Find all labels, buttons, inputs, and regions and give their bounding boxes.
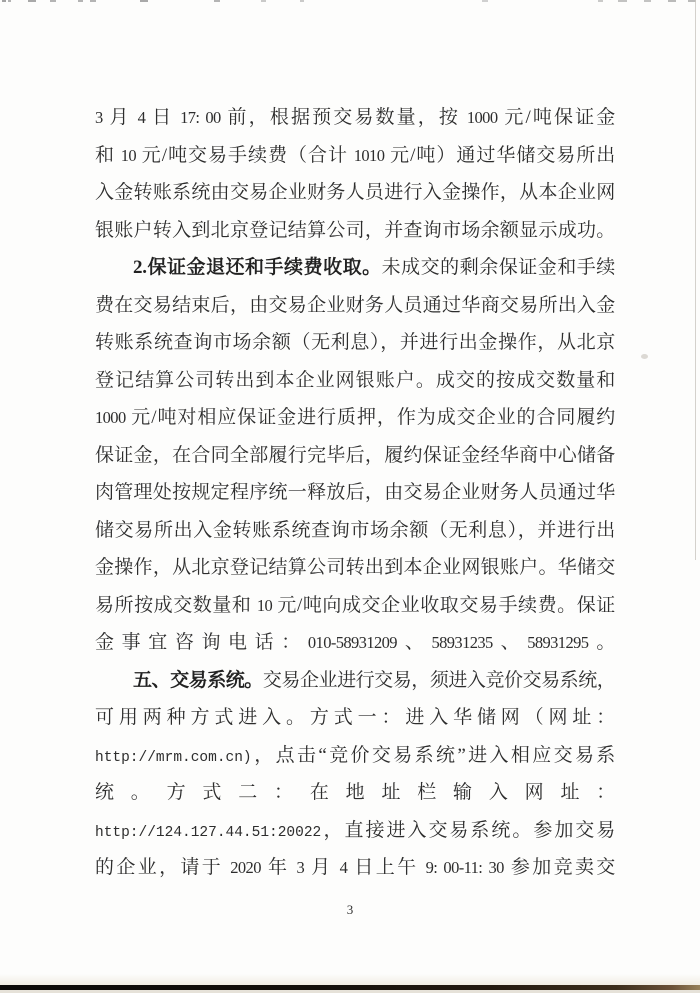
- text-segment: 元/吨对相应保证金进行质押，作为成交企业的合同履约: [125, 407, 615, 428]
- text-segment: 月: [304, 857, 340, 878]
- scan-speck: [90, 0, 96, 2]
- text-segment: 交易企业进行交易，须进入竞价交易系统，: [262, 669, 615, 691]
- text-segment: 17: 00: [180, 108, 221, 127]
- text-segment: 银账户转入到北京登记结算公司，并查询市场余额显示成功。: [95, 219, 615, 241]
- scan-speck: [8, 0, 11, 2]
- text-segment: 4: [339, 858, 348, 877]
- text-line: [95, 474, 615, 512]
- scan-speck: [50, 0, 56, 2]
- scan-speck: [140, 0, 148, 2]
- text-segment: 可用两种方式进入。方式一：进入华储网（网址：: [95, 707, 615, 728]
- text-segment: 日上午: [347, 857, 426, 878]
- text-segment: 元/吨保证金: [497, 107, 615, 128]
- text-line: [95, 849, 615, 887]
- text-segment: 10: [256, 595, 273, 615]
- text-segment: 统。方式二：在地址栏输入网址：: [95, 782, 615, 803]
- text-line: [95, 549, 615, 587]
- scan-speck: [28, 0, 36, 2]
- scan-speck: [598, 0, 603, 2]
- text-segment: 易所按成交数量和: [95, 594, 257, 616]
- scan-speck: [78, 0, 83, 2]
- page-number: 3: [346, 902, 354, 917]
- text-segment: 储交易所出入金转账系统查询市场余额（无利息），并进行出: [95, 519, 615, 541]
- scan-speck: [644, 0, 651, 2]
- url-text: http://124.127.44.51:20022: [95, 824, 322, 841]
- text-segment: 1000: [466, 108, 498, 127]
- phone-number: 58931235: [431, 633, 493, 652]
- text-line: [95, 774, 615, 812]
- text-line: [95, 437, 615, 475]
- scan-smudge: [641, 354, 648, 359]
- text-segment: 元/吨向成交企业收取交易手续费。保证: [272, 594, 615, 616]
- text-line: [95, 624, 615, 662]
- bold-heading: 2.保证金退还和手续费收取。: [133, 257, 382, 278]
- text-line: [95, 287, 615, 325]
- scan-edge-line: [695, 0, 696, 560]
- text-line: [95, 512, 615, 550]
- scan-speck: [261, 0, 266, 2]
- text-segment: 1010: [353, 145, 385, 165]
- scan-speck: [668, 0, 676, 2]
- text-line: [95, 324, 615, 362]
- text-segment: 3: [95, 108, 103, 127]
- text-segment: 的企业，请于: [95, 857, 231, 878]
- text-line: [95, 99, 615, 137]
- text-segment: 元/吨交易手续费（合计: [136, 144, 354, 166]
- text-line: [95, 699, 615, 737]
- text-segment: 前，根据预交易数量，按: [220, 107, 467, 128]
- phone-number: 010-58931209: [307, 633, 397, 652]
- text-segment: 金操作，从北京登记结算公司转出到本企业网银账户。华储交: [95, 557, 615, 578]
- url-text: http://mrm.com.cn): [95, 749, 252, 766]
- text-segment: 9: 00-11: 30: [425, 858, 504, 877]
- phone-number: 58931295: [527, 633, 589, 652]
- text-segment: 元/吨）通过华储交易所出: [384, 144, 615, 166]
- text-line: [95, 137, 615, 175]
- scan-speck: [300, 0, 304, 2]
- text-segment: 费在交易结束后，由交易企业财务人员通过华商交易所出入金: [95, 294, 615, 316]
- text-line: [95, 212, 615, 250]
- text-segment: 月: [102, 107, 138, 128]
- text-segment: 1000: [95, 408, 126, 427]
- text-segment: 肉管理处按规定程序统一释放后，由交易企业财务人员通过华: [95, 482, 615, 503]
- text-segment: ，直接进入交易系统。参加交易: [321, 819, 615, 841]
- text-line: [95, 362, 615, 400]
- text-segment: 、: [396, 632, 432, 653]
- text-segment: 金事宜咨询电话：: [95, 632, 308, 653]
- text-segment: ，点击“竞价交易系统”进入相应交易系: [251, 744, 615, 766]
- text-segment: 、: [492, 632, 528, 653]
- text-segment: 未成交的剩余保证金和手续: [381, 257, 615, 278]
- text-line: [95, 812, 615, 850]
- text-segment: 年: [260, 857, 297, 878]
- document-body: [95, 99, 615, 887]
- text-line: [95, 587, 615, 625]
- text-segment: 日: [145, 107, 181, 128]
- scan-paper-edge-tint: [0, 974, 700, 985]
- text-segment: 和: [95, 144, 121, 166]
- text-segment: 2020: [230, 858, 261, 877]
- bold-heading: 五、交易系统。: [133, 669, 263, 691]
- scan-speck: [2, 0, 6, 2]
- text-segment: 转账系统查询市场余额（无利息），并进行出金操作，从北京: [95, 332, 615, 353]
- text-line: [95, 249, 615, 287]
- scan-speck: [618, 0, 627, 2]
- text-segment: 保证金，在合同全部履行完毕后，履约保证金经华商中心储备: [95, 444, 615, 466]
- scan-speck: [214, 0, 220, 2]
- text-line: [95, 662, 615, 700]
- text-line: [95, 737, 615, 775]
- text-segment: 。: [588, 632, 616, 653]
- text-segment: 4: [137, 108, 146, 127]
- text-segment: 3: [296, 858, 305, 877]
- text-line: [95, 174, 615, 212]
- scan-speck: [482, 0, 488, 2]
- text-segment: 10: [120, 145, 137, 165]
- text-line: [95, 399, 615, 437]
- text-segment: 入金转账系统由交易企业财务人员进行入金操作，从本企业网: [95, 182, 615, 203]
- text-segment: 参加竞卖交: [503, 857, 616, 878]
- text-segment: 登记结算公司转出到本企业网银账户。成交的按成交数量和: [95, 369, 615, 391]
